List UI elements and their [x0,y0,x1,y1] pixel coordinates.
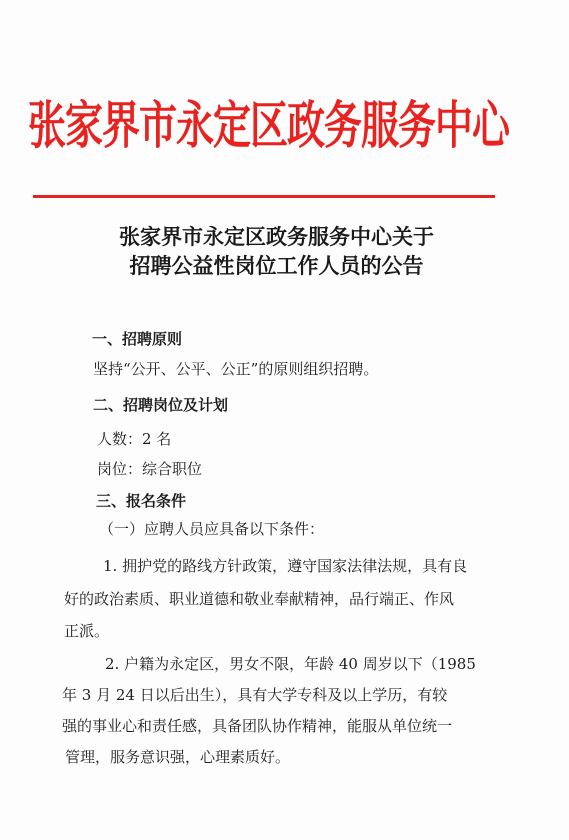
section-3-subheading: （一）应聘人员应具备以下条件： [99,520,325,538]
item-1-line-1: 1. 拥护党的路线方针政策，遵守国家法律法规，具有良 [103,557,468,575]
item-2-line-1: 2. 户籍为永定区，男女不限，年龄 40 周岁以下（1985 [105,655,476,673]
red-separator-rule [33,195,495,198]
section-2-heading: 二、招聘岗位及计划 [93,396,229,414]
section-3-heading: 三、报名条件 [96,492,187,510]
item-1-line-2: 好的政治素质、职业道德和敬业奉献精神，品行端正、作风 [64,590,455,608]
item-1-line-3: 正派。 [64,622,110,640]
item-2-line-4: 管理，服务意识强，心理素质好。 [65,748,291,766]
section-1-text: 坚持“公开、公平、公正”的原则组织招聘。 [93,360,379,378]
document-title-line-2: 招聘公益性岗位工作人员的公告 [129,253,424,278]
item-2-line-2: 年 3 月 24 日以后出生），具有大学专科及以上学历，有较 [62,686,448,704]
section-2-count: 人数：2 名 [97,430,172,448]
red-masthead-title: 张家界市永定区政务服务中心 [28,94,510,156]
document-title-line-1: 张家界市永定区政务服务中心关于 [119,224,434,249]
item-2-line-3: 强的事业心和责任感，具备团队协作精神，能服从单位统一 [62,717,453,735]
section-2-position: 岗位：综合职位 [97,460,203,478]
section-1-heading: 一、招聘原则 [92,330,183,348]
